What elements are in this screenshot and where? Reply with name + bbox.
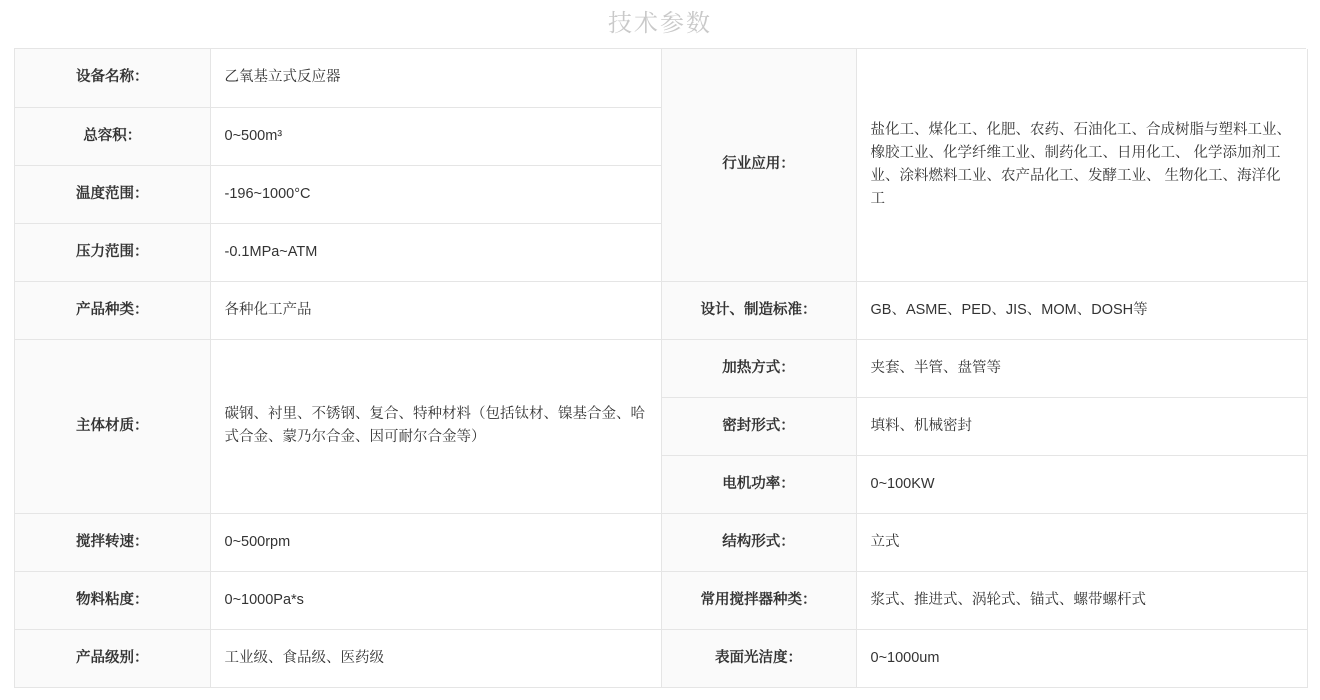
row-value-industry-application: 盐化工、煤化工、化肥、农药、石油化工、合成树脂与塑料工业、 橡胶工业、化学纤维工业、制药化工、日用化工、 化学添加剂工业、涂料燃料工业、农产品化工、发酵工业、 生物化工、海洋化工 [856,49,1307,281]
row-label-surface-finish: 表面光洁度： [661,629,856,687]
row-value-material-viscosity: 0~1000Pa*s [210,571,661,629]
row-value-seal-type: 填料、机械密封 [856,397,1307,455]
row-label-industry-application: 行业应用： [661,49,856,281]
table-row [15,513,1307,571]
row-value-total-volume: 0~500m³ [210,107,661,165]
spec-table [15,49,1308,688]
table-row [15,281,1307,339]
row-label-design-standard: 设计、制造标准： [661,281,856,339]
row-value-main-material: 碳钢、衬里、不锈钢、复合、特种材料（包括钛材、镍基合金、哈式合金、蒙乃尔合金、因可耐尔合金等） [210,339,661,513]
row-value-common-agitator-types: 浆式、推进式、涡轮式、锚式、螺带螺杆式 [856,571,1307,629]
page-title: 技术参数 [608,10,712,37]
row-label-structure-type: 结构形式： [661,513,856,571]
row-value-design-standard: GB、ASME、PED、JIS、MOM、DOSH等 [856,281,1307,339]
row-label-equipment-name: 设备名称： [15,49,210,107]
table-row [15,49,1307,107]
table-row [15,629,1307,687]
row-label-pressure-range: 压力范围： [15,223,210,281]
table-row [15,339,1307,397]
row-label-seal-type: 密封形式： [661,397,856,455]
row-label-total-volume: 总容积： [15,107,210,165]
row-label-stirring-speed: 搅拌转速： [15,513,210,571]
row-label-heating-method: 加热方式： [661,339,856,397]
row-value-pressure-range: -0.1MPa~ATM [210,223,661,281]
row-value-surface-finish: 0~1000um [856,629,1307,687]
row-value-heating-method: 夹套、半管、盘管等 [856,339,1307,397]
row-value-stirring-speed: 0~500rpm [210,513,661,571]
row-value-motor-power: 0~100KW [856,455,1307,513]
row-label-main-material: 主体材质： [15,339,210,513]
spec-table-container [14,48,1306,688]
row-label-product-type: 产品种类： [15,281,210,339]
row-label-common-agitator-types: 常用搅拌器种类： [661,571,856,629]
row-label-temperature-range: 温度范围： [15,165,210,223]
row-label-material-viscosity: 物料粘度： [15,571,210,629]
row-value-structure-type: 立式 [856,513,1307,571]
row-value-equipment-name: 乙氧基立式反应器 [210,49,661,107]
table-row [15,571,1307,629]
row-label-motor-power: 电机功率： [661,455,856,513]
row-label-product-grade: 产品级别： [15,629,210,687]
row-value-temperature-range: -196~1000°C [210,165,661,223]
row-value-product-type: 各种化工产品 [210,281,661,339]
row-value-product-grade: 工业级、食品级、医药级 [210,629,661,687]
